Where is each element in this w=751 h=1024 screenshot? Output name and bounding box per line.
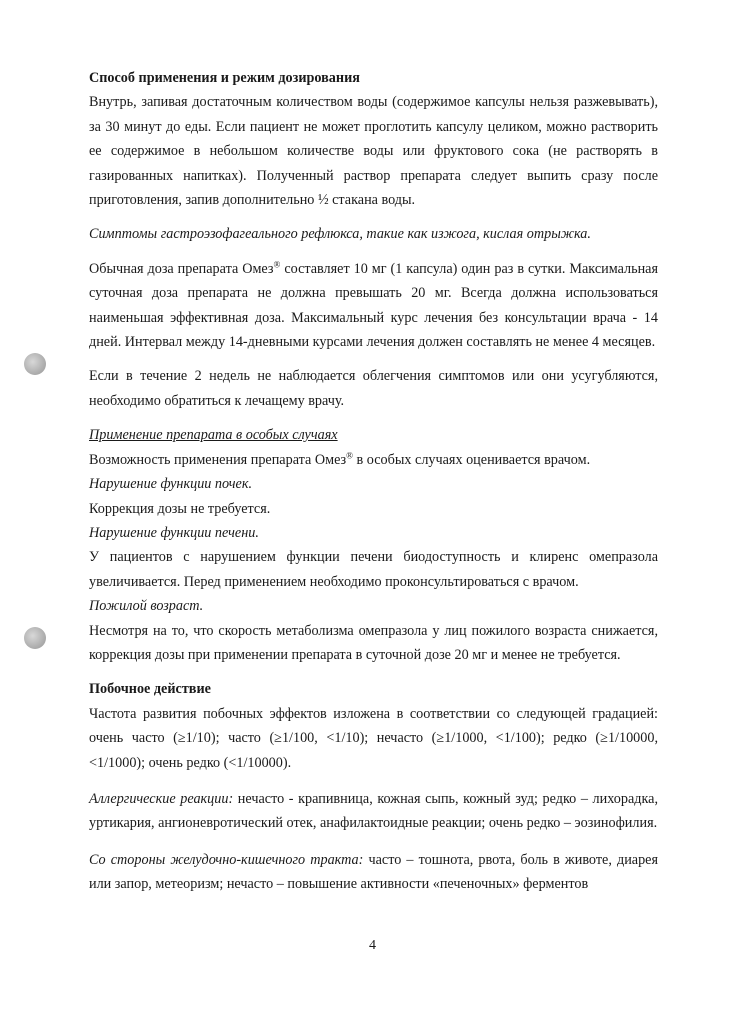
section-heading-dosage: Способ применения и режим дозирования bbox=[89, 70, 360, 86]
paragraph-consult-doctor: Если в течение 2 недель не наблюдается облегчения симптомов или они усугубляются, необходимо обратиться к лечащему врачу. bbox=[89, 368, 658, 409]
paragraph-allergic: Аллергические реакции: нечасто - крапивница, кожная сыпь, кожный зуд; редко – лихорадка, уртикария, ангионевротический отек, анафилактоидные реакции; очень редко – эозинофилия. bbox=[89, 790, 658, 832]
subheading-elderly: Пожилой возраст. bbox=[89, 598, 204, 615]
page-number: 4 bbox=[369, 938, 376, 953]
paragraph-indication: Симптомы гастроэзофагеального рефлюкса, такие как изжога, кислая отрыжка. bbox=[89, 226, 591, 243]
paragraph-liver: У пациентов с нарушением функции печени биодоступность и клиренс омепразола увеличивается. Перед применением необходимо проконсультироваться с врачом. bbox=[89, 549, 658, 590]
subheading-kidney: Нарушение функции почек. bbox=[89, 476, 252, 493]
paragraph-kidney: Коррекция дозы не требуется. bbox=[89, 500, 271, 517]
subheading-liver: Нарушение функции печени. bbox=[89, 524, 259, 541]
section-heading-side-effects: Побочное действие bbox=[89, 681, 211, 698]
section-heading-special-cases: Применение препарата в особых случаях bbox=[89, 427, 338, 444]
paragraph-special-intro: Возможность применения препарата Омез® в особых случаях оценивается врачом. bbox=[89, 449, 591, 468]
paragraph-frequency: Частота развития побочных эффектов изложена в соответствии со следующей градацией: очень часто (≥1/10); часто (≥1/100, <1/10); нечасто (≥1/1000, <1/100); редко (≥1/10000, <1/1000); очень редко (<1/10000). bbox=[89, 705, 658, 771]
document-body bbox=[89, 66, 658, 897]
paragraph-gastrointestinal: Со стороны желудочно-кишечного тракта: часто – тошнота, рвота, боль в животе, диарея или запор, метеоризм; нечасто – повышение активности «печеночных» ферментов bbox=[89, 851, 658, 893]
paragraph-dose: Обычная доза препарата Омез® составляет 10 мг (1 капсула) один раз в сутки. Максимальная суточная доза препарата не должна превышать 20 мг. Всегда должна использоваться наименьшая эффективная доза. Максимальный курс лечения без консультации врача - 14 дней. Интервал между 14-дневными курсами лечения должен составлять не менее 4 месяцев. bbox=[89, 259, 658, 351]
paragraph-elderly: Несмотря на то, что скорость метаболизма омепразола у лиц пожилого возраста снижается, коррекция дозы при применении препарата в суточной дозе 20 мг и менее не требуется. bbox=[89, 622, 658, 663]
binder-hole-top bbox=[24, 353, 46, 375]
binder-hole-bottom bbox=[24, 627, 46, 649]
paragraph-administration: Внутрь, запивая достаточным количеством воды (содержимое капсулы нельзя разжевывать), за 30 минут до еды. Если пациент не может проглотить капсулу целиком, можно растворить ее содержимое в небольшом количестве воды или фруктового сока (не растворять в газированных напитках). Полученный раствор препарата следует выпить сразу после приготовления, запив дополнительно ½ стакана воды. bbox=[89, 94, 658, 209]
